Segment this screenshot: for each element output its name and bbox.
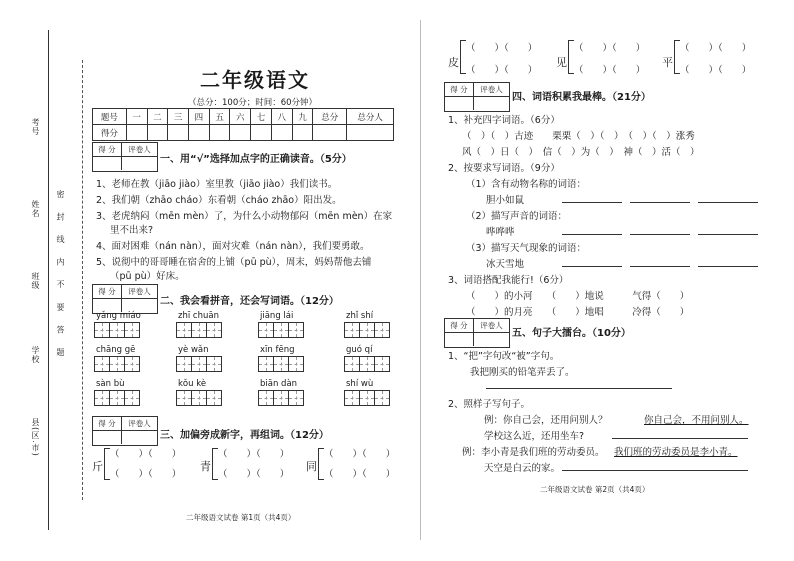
- answer-line[interactable]: [486, 388, 672, 389]
- tianzige-box[interactable]: [206, 322, 222, 338]
- pinyin-label: guó qí: [346, 345, 373, 355]
- page-title: 二年级语文: [200, 68, 310, 92]
- tianzige-box[interactable]: [273, 322, 289, 338]
- tianzige-box[interactable]: [359, 322, 375, 338]
- binding-line-outer: [48, 30, 49, 530]
- sec5-example-1-answer: 你自己会，不用问别人。: [644, 415, 749, 426]
- score-cell[interactable]: [313, 125, 347, 141]
- grader-box-2: [92, 284, 158, 314]
- sec1-item: 4、面对困难（nán nàn），面对灾难（nán nàn），我们要勇敢。: [96, 241, 370, 252]
- score-cell[interactable]: [209, 125, 230, 141]
- grader-score-label: 得 分: [445, 83, 474, 96]
- sec4-q1-row[interactable]: （ ）（ ）古迹 栗栗（ ）（ ） （ ）（ ）涨秀: [462, 131, 695, 142]
- score-cell[interactable]: [230, 125, 251, 141]
- sec4-q2-label: （1）含有动物名称的词语：: [466, 179, 587, 190]
- answer-slot[interactable]: （ ）（ ）: [574, 65, 646, 76]
- answer-line[interactable]: [562, 470, 748, 471]
- pinyin-label: zhī chuān: [178, 311, 219, 321]
- pinyin-label: jiāng lái: [260, 311, 294, 321]
- sec4-q3-row[interactable]: （ ）的小河 （ ）地说 气得（ ）: [466, 291, 690, 302]
- sec4-q3-row[interactable]: （ ）的月亮 （ ）地唱 冷得（ ）: [466, 307, 690, 318]
- pinyin-label: biān dàn: [260, 379, 298, 389]
- sec4-q1: 1、补充四字词语。（6分）: [448, 115, 560, 126]
- sec4-q2-example: 冰天雪地: [486, 259, 525, 270]
- radical-char: 皮: [448, 56, 459, 69]
- tianzige-box[interactable]: [258, 356, 274, 372]
- answer-line[interactable]: [630, 234, 690, 235]
- score-cell[interactable]: [347, 125, 394, 141]
- tianzige-box[interactable]: [191, 356, 207, 372]
- answer-line[interactable]: [562, 266, 622, 267]
- grader-score-label: 得 分: [93, 417, 122, 430]
- answer-slot[interactable]: （ ）（ ）: [110, 469, 182, 480]
- grader-person-label: 评卷人: [128, 419, 151, 428]
- score-col: 八: [271, 109, 292, 125]
- grader-person-label: 评卷人: [480, 321, 503, 330]
- answer-slot[interactable]: （ ）（ ）: [218, 449, 290, 460]
- tianzige-box[interactable]: [374, 322, 390, 338]
- score-cell[interactable]: [292, 125, 313, 141]
- score-cell[interactable]: [168, 125, 189, 141]
- grader-score-label: 得 分: [93, 143, 122, 156]
- score-table: [92, 108, 394, 141]
- answer-line[interactable]: [612, 438, 748, 439]
- score-col: 三: [168, 109, 189, 125]
- radical-char: 见: [556, 56, 567, 69]
- sec5-q2: 2、照样子写句子。: [448, 399, 531, 410]
- sec1-item: 2、我们朝（zhāo cháo）东看朝（cháo zhāo）阳出发。: [96, 195, 342, 206]
- answer-line[interactable]: [630, 202, 690, 203]
- answer-slot[interactable]: （ ）（ ）: [324, 449, 396, 460]
- tianzige-box[interactable]: [94, 390, 110, 406]
- score-cell[interactable]: [147, 125, 168, 141]
- answer-slot[interactable]: （ ）（ ）: [466, 65, 538, 76]
- tianzige-box[interactable]: [344, 322, 360, 338]
- tianzige-box[interactable]: [359, 356, 375, 372]
- tianzige-box[interactable]: [258, 390, 274, 406]
- sec1-item: 1、老师在教（jiāo jiào）室里教（jiāo jiào）我们读书。: [96, 179, 338, 190]
- answer-slot[interactable]: （ ）（ ）: [110, 449, 182, 460]
- tianzige-box[interactable]: [344, 390, 360, 406]
- score-col: 一: [126, 109, 147, 125]
- score-cell[interactable]: [271, 125, 292, 141]
- score-col: 七: [251, 109, 272, 125]
- sec5-example-1: 例：你自己会，还用问别人？: [484, 415, 608, 426]
- score-col: 六: [230, 109, 251, 125]
- tianzige-box[interactable]: [176, 356, 192, 372]
- score-col: 二: [147, 109, 168, 125]
- answer-slot[interactable]: （ ）（ ）: [574, 43, 646, 54]
- tianzige-box[interactable]: [206, 356, 222, 372]
- grader-box-4: [444, 82, 510, 112]
- radical-char: 平: [662, 56, 673, 69]
- sec4-q3: 3、词语搭配我能行!（6分）: [448, 275, 569, 286]
- tianzige-box[interactable]: [191, 322, 207, 338]
- sec4-q2: 2、按要求写词语。（9分）: [448, 163, 560, 174]
- seal-line-text: 密 封 线 内 不 要 答 题: [56, 190, 65, 362]
- score-col: 九: [292, 109, 313, 125]
- score-col: 总分人: [347, 109, 394, 125]
- tianzige-box[interactable]: [94, 356, 110, 372]
- score-col: 四: [188, 109, 209, 125]
- tianzige-box[interactable]: [176, 322, 192, 338]
- tianzige-box[interactable]: [273, 356, 289, 372]
- sec4-q2-label: （2）描写声音的词语：: [466, 211, 568, 222]
- tianzige-box[interactable]: [124, 356, 140, 372]
- sec5-q1: 1、“把”字句改“被”字句。: [448, 351, 560, 362]
- tianzige-box[interactable]: [124, 322, 140, 338]
- tianzige-box[interactable]: [109, 390, 125, 406]
- score-cell[interactable]: [251, 125, 272, 141]
- sec5-example-2-answer: 我们班的劳动委员是李小青。: [614, 447, 738, 458]
- pinyin-label: sàn bù: [96, 379, 125, 389]
- sec4-q2-label: （3）描写天气现象的词语：: [466, 243, 587, 254]
- tianzige-box[interactable]: [258, 322, 274, 338]
- score-cell[interactable]: [188, 125, 209, 141]
- margin-label-exam-number: 考号: [31, 118, 40, 136]
- grader-person-label: 评卷人: [128, 287, 151, 296]
- sec5-example-2: 例：李小青是我们班的劳动委员。: [462, 447, 605, 458]
- pinyin-label: yè wǎn: [178, 345, 209, 355]
- score-col: 总分: [313, 109, 347, 125]
- section5-title: 五、句子大擂台。（10分）: [512, 328, 631, 339]
- tianzige-box[interactable]: [206, 390, 222, 406]
- answer-line[interactable]: [698, 234, 758, 235]
- tianzige-box[interactable]: [344, 356, 360, 372]
- answer-line[interactable]: [630, 266, 690, 267]
- page-divider: [420, 20, 421, 540]
- answer-slot[interactable]: （ ）（ ）: [680, 43, 752, 54]
- score-cell[interactable]: [126, 125, 147, 141]
- tianzige-box[interactable]: [273, 390, 289, 406]
- tianzige-box[interactable]: [124, 390, 140, 406]
- sec1-item: 3、老虎纳闷（mēn mèn）了，为什么小动物郁闷（mēn mèn）在家: [96, 211, 393, 222]
- tianzige-box[interactable]: [374, 390, 390, 406]
- section3-title: 三、加偏旁成新字，再组词。（12分）: [160, 430, 329, 441]
- margin-label-school: 学校: [31, 346, 40, 364]
- pinyin-label: xīn fēng: [260, 345, 295, 355]
- answer-slot[interactable]: （ ）（ ）: [466, 43, 538, 54]
- answer-line[interactable]: [698, 266, 758, 267]
- sec5-task-1: 学校这么近，还用坐车?: [484, 431, 585, 442]
- pinyin-label: yǎng miáo: [96, 311, 141, 321]
- grader-person-label: 评卷人: [480, 85, 503, 94]
- section2-title: 二、我会看拼音，还会写词语。（12分）: [160, 296, 339, 307]
- grader-box-1: [92, 142, 158, 172]
- tianzige-box[interactable]: [191, 390, 207, 406]
- tianzige-box[interactable]: [109, 322, 125, 338]
- grader-person-label: 评卷人: [128, 145, 151, 154]
- answer-line[interactable]: [562, 202, 622, 203]
- pinyin-label: zhǐ shí: [346, 311, 374, 321]
- section1-title: 一、用“√”选择加点字的正确读音。（5分）: [160, 154, 352, 165]
- tianzige-box[interactable]: [359, 390, 375, 406]
- tianzige-box[interactable]: [288, 322, 304, 338]
- answer-slot[interactable]: （ ）（ ）: [218, 469, 290, 480]
- sec4-q2-example: 哗哗哗: [486, 227, 515, 238]
- sec5-q1-sentence: 我把刚买的铅笔弄丢了。: [470, 367, 575, 378]
- sec5-task-2: 天空是白云的家。: [484, 463, 561, 474]
- sec1-item: 5、说彻中的哥哥睡在宿舍的上铺（pū pù），周末，妈妈帮他去铺: [96, 257, 372, 268]
- grader-score-label: 得 分: [445, 319, 474, 332]
- radical-char: 青: [200, 460, 211, 473]
- tianzige-box[interactable]: [288, 356, 304, 372]
- margin-label-name: 姓名: [31, 200, 40, 218]
- tianzige-box[interactable]: [176, 390, 192, 406]
- grader-box-3: [92, 416, 158, 446]
- tianzige-box[interactable]: [288, 390, 304, 406]
- sec4-q2-example: 胆小如鼠: [486, 195, 525, 206]
- tianzige-box[interactable]: [94, 322, 110, 338]
- tianzige-box[interactable]: [109, 356, 125, 372]
- margin-label-class: 班级: [31, 272, 40, 290]
- tianzige-box[interactable]: [374, 356, 390, 372]
- sec1-item: （pū pù）好床。: [110, 271, 185, 282]
- pinyin-label: chāng gē: [96, 345, 136, 355]
- footer-left: 二年级语文试卷 第1页（共4页）: [186, 513, 296, 522]
- sec4-q1-row[interactable]: 风（ ）日（ ） 信（ ）为（ ） 神（ ）活（ ）: [462, 147, 700, 158]
- section4-title: 四、词语积累我最棒。（21分）: [512, 92, 651, 103]
- radical-char: 斤: [92, 460, 103, 473]
- answer-slot[interactable]: （ ）（ ）: [324, 469, 396, 480]
- score-row-label: 得分: [93, 125, 127, 141]
- score-col: 五: [209, 109, 230, 125]
- answer-slot[interactable]: （ ）（ ）: [680, 65, 752, 76]
- grader-score-label: 得 分: [93, 285, 122, 298]
- pinyin-label: kǒu kè: [178, 379, 207, 389]
- answer-line[interactable]: [698, 202, 758, 203]
- score-header: 题号: [93, 109, 127, 125]
- grader-box-5: [444, 318, 510, 348]
- binding-line-inner: [82, 60, 83, 500]
- pinyin-label: shí wù: [346, 379, 374, 389]
- radical-char: 同: [306, 460, 317, 473]
- sec1-item: 里不出来?: [110, 225, 154, 236]
- answer-line[interactable]: [562, 234, 622, 235]
- footer-right: 二年级语文试卷 第2页（共4页）: [540, 485, 650, 494]
- margin-label-county: 县(区.市): [31, 418, 40, 457]
- page-subtitle: （总分：100分；时间：60分钟）: [188, 98, 318, 108]
